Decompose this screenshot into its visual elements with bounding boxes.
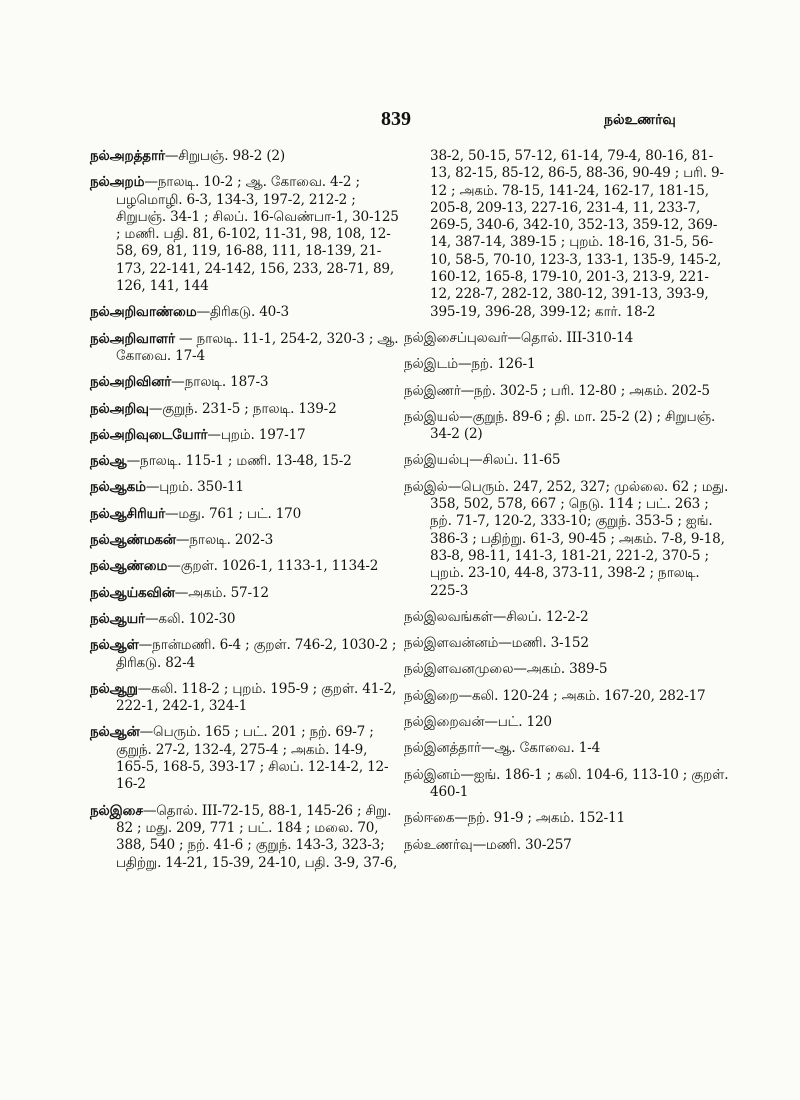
- index-entry: [90, 532, 400, 549]
- references: —நாலடி. 187-3: [171, 374, 269, 391]
- index-entry: [404, 409, 729, 444]
- references: —நான்மணி. 6-4 ; குறள். 746-2, 1030-2 ; திரிகடு. 82-4: [116, 637, 397, 671]
- index-entry: [404, 714, 729, 731]
- headword: நல்இயல்: [404, 408, 460, 425]
- headword: நல்இனம்: [404, 766, 461, 783]
- headword: நல்ஆண்மகன்: [90, 532, 176, 549]
- headword: நல்இளவன்னம்: [404, 635, 499, 652]
- references: —நாலடி. 10-2 ; ஆ. கோவை. 4-2 ; பழமொழி. 6-3, 134-3, 197-2, 212-2 ; சிறுபஞ். 34-1 ; சிலப். 16-வெண்பா-1, 30-125 ; மணி. பதி. 81, 6-102, 11-31, 98, 108, 12-58, 69, 81, 119, 16-88, 111, 18-139, 21-173, 22-141, 24-142, 156, 233, 28-71, 89, 126, 141, 144: [116, 174, 399, 295]
- references: —புறம். 197-17: [207, 426, 306, 443]
- index-entry: [404, 609, 729, 626]
- headword: நல்இறைவன்: [404, 714, 485, 731]
- index-entry: [90, 724, 400, 793]
- references: —தொல். III-310-14: [507, 329, 634, 346]
- headword: நல்ஆ: [90, 453, 127, 470]
- index-entry: [404, 330, 729, 347]
- headword: நல்இளவனமுலை: [404, 661, 514, 678]
- index-entry: [90, 585, 400, 602]
- index-entry: [90, 148, 400, 165]
- right-column-entries: [404, 330, 729, 854]
- references: —சிறுபஞ். 98-2 (2): [164, 148, 285, 164]
- index-entry: [404, 810, 729, 827]
- index-entry: [404, 479, 729, 600]
- references: —பெரும். 247, 252, 327; முல்லை. 62 ; மது. 358, 502, 578, 667 ; நெடு. 114 ; பட். 263 ; நற். 71-7, 120-2, 333-10; குறுந். 353-5 ; ஐங். 386-3 ; பதிற்று. 61-3, 90-45 ; அகம். 7-8, 9-18, 83-8, 98-11, 141-3, 181-21, 221-2, 370-5 ; புறம். 23-10, 44-8, 373-11, 398-2 ; நாலடி. 225-3: [430, 478, 729, 599]
- headword: நல்ஆண்மை: [90, 558, 168, 575]
- index-entry: [90, 803, 400, 872]
- headword: நல்இலவங்கள்: [404, 608, 493, 625]
- headword: நல்இணர்: [404, 382, 461, 399]
- index-entry: [90, 558, 400, 575]
- references: —ஐங். 186-1 ; கலி. 104-6, 113-10 ; குறள். 460-1: [430, 766, 729, 800]
- headword: நல்அறிவு: [90, 400, 149, 417]
- index-entry: [90, 453, 400, 470]
- running-head: நல்உணர்வு: [604, 112, 676, 128]
- references: —மணி. 30-257: [472, 836, 572, 853]
- references: —தொல். III-72-15, 88-1, 145-26 ; சிறு. 82 ; மது. 209, 771 ; பட். 184 ; மலை. 70, 388, 540 ; நற். 41-6 ; குறுந். 143-3, 323-3; பதிற்று. 14-21, 15-39, 24-10, பதி. 3-9, 37-6,: [116, 802, 398, 871]
- index-entry: [404, 740, 729, 757]
- references: —அகம். 389-5: [513, 661, 608, 678]
- index-entry: [90, 611, 400, 628]
- references: —அகம். 57-12: [174, 584, 269, 601]
- references: —புறம். 350-11: [145, 479, 244, 496]
- right-column: [404, 148, 729, 863]
- references: —மணி. 3-152: [498, 635, 589, 652]
- references: —கலி. 102-30: [144, 610, 236, 627]
- index-entry: [90, 331, 400, 366]
- references: —கலி. 120-24 ; அகம். 167-20, 282-17: [458, 687, 706, 704]
- index-entry: [404, 837, 729, 854]
- index-entry: [90, 506, 400, 523]
- references: — நாலடி. 11-1, 254-2, 320-3 ; ஆ. கோவை. 17-4: [116, 330, 399, 364]
- references: —ஆ. கோவை. 1-4: [480, 740, 601, 757]
- headword: நல்அறம்: [90, 174, 145, 191]
- headword: நல்அறிவாண்மை: [90, 304, 197, 321]
- index-entry: [404, 356, 729, 373]
- headword: நல்இசை: [90, 802, 143, 819]
- references: —திரிகடு. 40-3: [196, 304, 289, 321]
- references: —மது. 761 ; பட். 170: [165, 505, 302, 522]
- headword: நல்ஈகை: [404, 810, 455, 827]
- index-entry: [90, 174, 400, 295]
- headword: நல்இசைப்புலவர்: [404, 329, 508, 346]
- headword: நல்இறை: [404, 687, 459, 704]
- headword: நல்அறிவுடையோர்: [90, 426, 208, 443]
- references: —நற். 91-9 ; அகம். 152-11: [454, 810, 625, 827]
- references: —சிலப். 11-65: [469, 452, 561, 469]
- headword: நல்ஆசிரியர்: [90, 505, 165, 522]
- index-entry: [90, 374, 400, 391]
- index-entry: [404, 635, 729, 652]
- index-entry: [404, 767, 729, 802]
- index-entry: [90, 401, 400, 418]
- references: —கலி. 118-2 ; புறம். 195-9 ; குறள். 41-2, 222-1, 242-1, 324-1: [116, 680, 397, 715]
- references: —பட். 120: [484, 714, 552, 731]
- index-entry: [90, 304, 400, 321]
- references: —பெரும். 165 ; பட். 201 ; நற். 69-7 ; குறுந். 27-2, 132-4, 275-4 ; அகம். 14-9, 165-5, 168-5, 393-17 ; சிலப். 12-14-2, 12-16-2: [116, 724, 389, 793]
- headword: நல்அறத்தார்: [90, 148, 165, 164]
- index-entry: [404, 383, 729, 400]
- headword: நல்இல்: [404, 478, 448, 495]
- index-entry: [90, 681, 400, 716]
- headword: நல்ஆகம்: [90, 479, 146, 496]
- index-entry: [90, 479, 400, 496]
- references: —குறுந். 231-5 ; நாலடி. 139-2: [148, 400, 337, 417]
- headword: நல்ஆய்கவின்: [90, 584, 175, 601]
- index-entry: [404, 688, 729, 705]
- headword: நல்அறிவாளர்: [90, 330, 175, 347]
- headword: நல்ஆயர்: [90, 610, 145, 627]
- headword: நல்ஆள்: [90, 637, 139, 654]
- index-entry: [404, 452, 729, 469]
- left-column: [90, 148, 400, 881]
- index-entry: [404, 661, 729, 678]
- headword: நல்இடம்: [404, 356, 458, 373]
- references: —நற். 302-5 ; பரி. 12-80 ; அகம். 202-5: [460, 382, 710, 399]
- references: —குறள். 1026-1, 1133-1, 1134-2: [167, 558, 379, 575]
- headword: நல்இனத்தார்: [404, 740, 481, 757]
- references: —குறுந். 89-6 ; தி. மா. 25-2 (2) ; சிறுபஞ். 34-2 (2): [430, 408, 716, 443]
- headword: நல்உணர்வு: [404, 836, 473, 853]
- index-entry: [90, 637, 400, 672]
- continued-entry: 38-2, 50-15, 57-12, 61-14, 79-4, 80-16, 81-13, 82-15, 85-12, 86-5, 88-36, 90-49 ; பரி. 9-12 ; அகம். 78-15, 141-24, 162-17, 181-15, 205-8, 209-13, 227-16, 231-4, 11, 233-7, 269-5, 340-6, 342-10, 352-13, 359-12, 369-14, 387-14, 389-15 ; புறம். 18-16, 31-5, 56-10, 58-5, 70-10, 123-3, 133-1, 135-9, 145-2, 160-12, 165-8, 179-10, 201-3, 213-9, 221-12, 228-7, 282-12, 380-12, 391-13, 393-9, 395-19, 396-28, 399-12; கார். 18-2: [430, 148, 724, 320]
- references: —நாலடி. 202-3: [175, 532, 274, 549]
- headword: நல்அறிவினர்: [90, 374, 172, 391]
- headword: நல்ஆறு: [90, 680, 138, 697]
- headword: நல்ஆன்: [90, 724, 140, 741]
- references: —சிலப். 12-2-2: [492, 608, 589, 625]
- references: —நற். 126-1: [458, 356, 536, 373]
- index-entry: [90, 427, 400, 444]
- references: —நாலடி. 115-1 ; மணி. 13-48, 15-2: [126, 453, 352, 470]
- headword: நல்இயல்பு: [404, 452, 470, 469]
- page-number: 839: [381, 108, 411, 130]
